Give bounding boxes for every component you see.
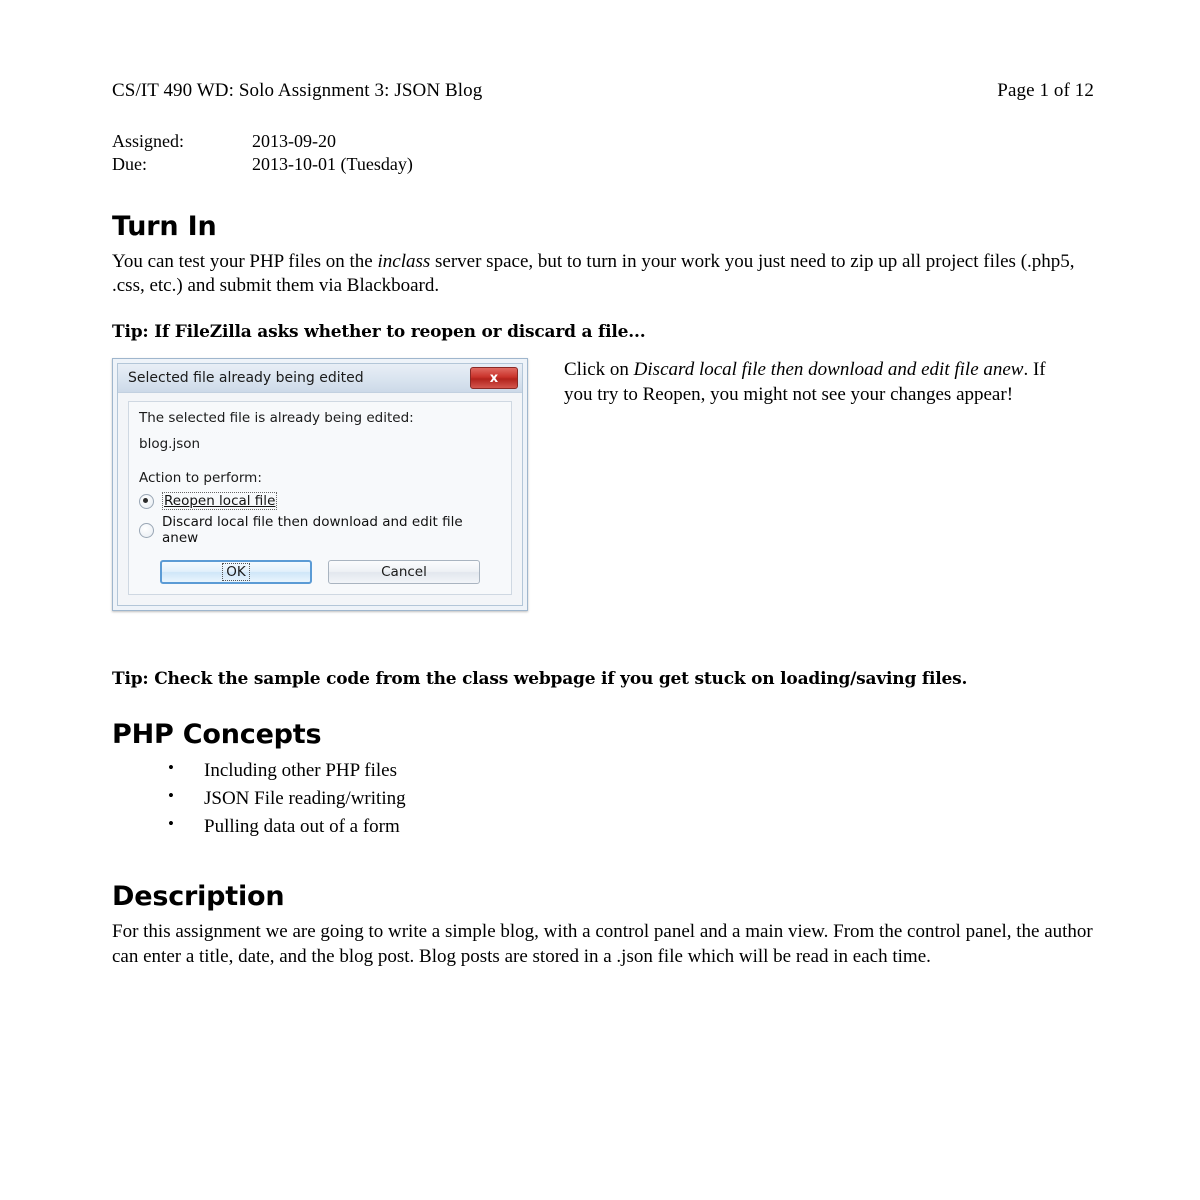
tip-sample-code: Tip: Check the sample code from the class webpage if you get stuck on loading/saving files. xyxy=(112,669,968,690)
assignment-meta xyxy=(112,130,1094,177)
dialog-filename: blog.json xyxy=(139,436,201,453)
radio-icon-discard[interactable] xyxy=(139,523,154,538)
side-note-text-b: . If you try to Reopen, you might not see your changes appear! xyxy=(564,359,1046,405)
close-icon-label: x xyxy=(489,370,499,386)
turn-in-text-b: server space, but to turn in your work you just need to zip up all project files (.php5, .css, etc.) and submit them via Blackboard. xyxy=(112,250,1075,297)
meta-row-due xyxy=(112,153,1094,176)
document-title: CS/IT 490 WD: Solo Assignment 3: JSON Blog xyxy=(112,80,483,101)
radio-option-discard[interactable] xyxy=(139,514,501,546)
list-item: • Pulling data out of a form xyxy=(168,814,1094,840)
radio-label-reopen: Reopen local file xyxy=(164,493,276,510)
dialog-body xyxy=(118,393,522,605)
cancel-button[interactable] xyxy=(328,560,480,584)
assigned-value: 2013-09-20 xyxy=(252,131,336,151)
dialog-titlebar xyxy=(118,364,522,393)
document-header xyxy=(112,80,1094,102)
php-concepts-list xyxy=(112,758,1094,839)
dialog-title: Selected file already being edited xyxy=(128,370,364,387)
assigned-label: Assigned: xyxy=(112,131,184,151)
list-item: • Including other PHP files xyxy=(168,758,1094,784)
screenshot-row xyxy=(112,358,1094,611)
spacer xyxy=(112,611,1094,645)
meta-row-assigned xyxy=(112,130,1094,153)
due-label: Due: xyxy=(112,154,147,175)
page-number: Page 1 of 12 xyxy=(997,80,1094,101)
list-item: • JSON File reading/writing xyxy=(168,786,1094,812)
side-note-emphasis: Discard local file then download and edit file anew xyxy=(633,359,1024,381)
due-value: 2013-10-01 (Tuesday) xyxy=(252,154,413,175)
close-icon[interactable] xyxy=(470,367,518,389)
heading-description: Description xyxy=(112,881,285,913)
ok-button[interactable] xyxy=(160,560,312,584)
turn-in-paragraph xyxy=(112,250,1094,299)
dialog-screenshot xyxy=(112,358,528,611)
tip-filezilla: Tip: If FileZilla asks whether to reopen or discard a file... xyxy=(112,322,646,343)
description-paragraph: For this assignment we are going to write a simple blog, with a control panel and a main view. From the control panel, the author can enter a title, date, and the blog post. Blog posts are stored in a .json file which will be read in each time. xyxy=(112,921,1093,967)
dialog-button-row xyxy=(139,560,501,584)
cancel-button-label: Cancel xyxy=(381,564,427,581)
radio-option-reopen[interactable] xyxy=(139,492,501,510)
heading-turn-in: Turn In xyxy=(112,210,217,242)
radio-icon-reopen[interactable] xyxy=(139,494,154,509)
dialog-action-label: Action to perform: xyxy=(139,470,262,487)
page-content xyxy=(112,80,1094,969)
dialog-message: The selected file is already being edited: xyxy=(139,410,414,427)
radio-label-discard: Discard local file then download and edit file anew xyxy=(162,514,463,547)
turn-in-text-a: You can test your PHP files on the xyxy=(112,250,378,272)
dialog-side-note xyxy=(564,358,1064,407)
turn-in-emphasis: inclass xyxy=(377,250,431,272)
heading-php-concepts: PHP Concepts xyxy=(112,719,322,751)
ok-button-label: OK xyxy=(222,563,249,581)
dialog-inner-panel xyxy=(128,401,512,595)
filezilla-dialog xyxy=(117,363,523,606)
side-note-text-a: Click on xyxy=(564,359,634,381)
